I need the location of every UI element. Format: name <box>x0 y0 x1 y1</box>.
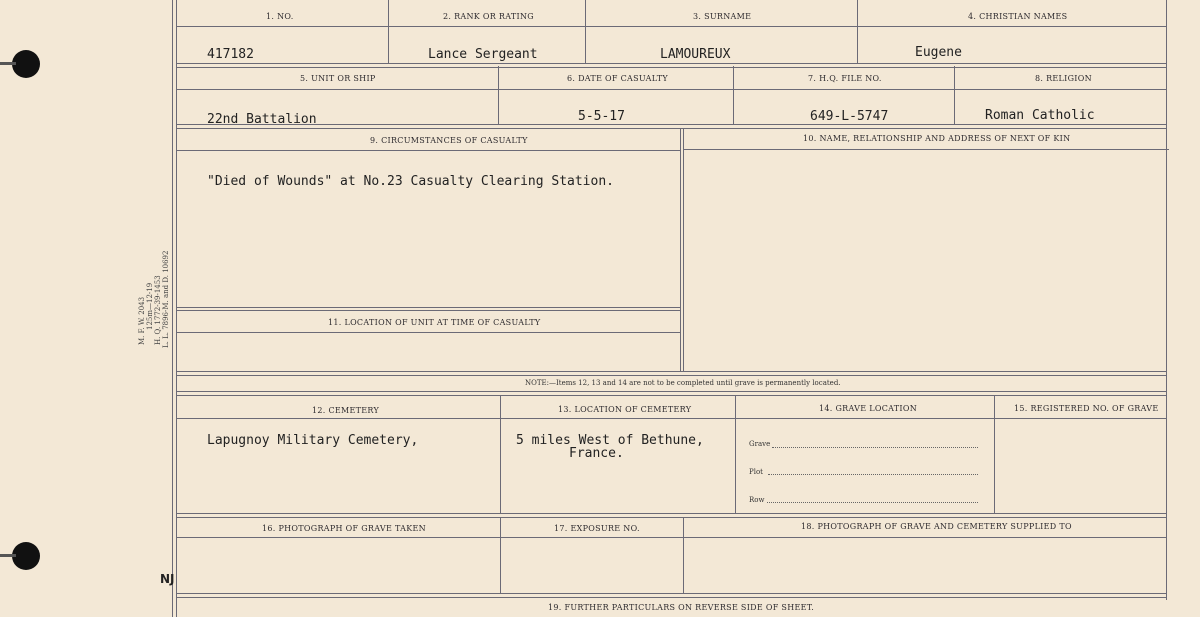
punch-hole-top <box>12 50 40 78</box>
row2-divider-3 <box>954 66 955 125</box>
note-bottom-rule <box>176 391 1166 396</box>
row3-divider-b <box>683 128 684 372</box>
form-code-3: H. Q. 1772-39-1453 <box>154 275 162 345</box>
row5-header-rule <box>176 537 1166 538</box>
rank-value: Lance Sergeant <box>428 47 538 62</box>
hq-file-label: 7. H.Q. FILE NO. <box>808 74 882 83</box>
surname-label: 3. SURNAME <box>693 12 752 21</box>
row2-bottom-rule <box>176 124 1166 129</box>
surname-value: LAMOUREUX <box>660 47 731 62</box>
location-of-unit-label: 11. LOCATION OF UNIT AT TIME OF CASUALTY <box>328 318 541 327</box>
circumstances-label: 9. CIRCUMSTANCES OF CASUALTY <box>370 136 528 145</box>
further-particulars-label: 19. FURTHER PARTICULARS ON REVERSE SIDE OF SHEET. <box>548 603 815 612</box>
location-of-cemetery-label: 13. LOCATION OF CEMETERY <box>558 405 692 414</box>
form-code-4: L. L. 7896-M. and D. 10692 <box>162 250 170 348</box>
christian-names-value: Eugene <box>915 45 962 60</box>
row3-bottom-rule <box>176 371 1166 376</box>
form-code-1: M. F. W. 2043 <box>138 296 146 345</box>
row4-divider-1 <box>500 396 501 513</box>
grave-field-label: Grave <box>749 440 771 448</box>
photograph-taken-label: 16. PHOTOGRAPH OF GRAVE TAKEN <box>262 524 426 533</box>
service-number: 417182 <box>207 47 254 62</box>
completion-note: NOTE:—Items 12, 13 and 14 are not to be completed until grave is permanently located. <box>525 379 841 387</box>
left-frame-line-2 <box>176 0 177 617</box>
cemetery-value: Lapugnoy Military Cemetery, <box>207 433 419 448</box>
row3-header-rule-right <box>683 149 1169 150</box>
row3-divider-a <box>680 128 681 372</box>
left-frame-line <box>172 0 173 617</box>
row2-divider-1 <box>498 66 499 125</box>
religion-value: Roman Catholic <box>985 108 1095 123</box>
religion-label: 8. RELIGION <box>1035 74 1092 83</box>
next-of-kin-label: 10. NAME, RELATIONSHIP AND ADDRESS OF NEXT OF KIN <box>803 134 1071 143</box>
row4-divider-3 <box>994 396 995 513</box>
row2-divider-2 <box>733 66 734 125</box>
date-of-casualty-value: 5-5-17 <box>578 109 625 124</box>
row5-bottom-rule <box>176 593 1166 598</box>
row4-divider-2 <box>735 396 736 513</box>
unit-value: 22nd Battalion <box>207 112 317 127</box>
row4-bottom-rule <box>176 513 1166 518</box>
row-field-label: Row <box>749 496 765 504</box>
row3-header-rule-left <box>176 150 680 151</box>
grave-field-line <box>772 447 978 448</box>
cemetery-label: 12. CEMETERY <box>312 406 380 415</box>
row-field-line <box>767 502 978 503</box>
no-label: 1. NO. <box>266 12 294 21</box>
grave-location-label: 14. GRAVE LOCATION <box>819 404 918 413</box>
circumstances-value: "Died of Wounds" at No.23 Casualty Clearing Station. <box>207 174 614 189</box>
row2-header-rule <box>176 89 1166 90</box>
location-top-rule-2 <box>176 310 680 311</box>
rank-label: 2. RANK OR RATING <box>443 12 534 21</box>
photograph-supplied-label: 18. PHOTOGRAPH OF GRAVE AND CEMETERY SUPPLIED TO <box>801 522 1072 531</box>
unit-label: 5. UNIT OR SHIP <box>300 74 376 83</box>
location-of-cemetery-value-2: France. <box>569 446 624 461</box>
location-top-rule-1 <box>176 307 680 308</box>
christian-names-label: 4. CHRISTIAN NAMES <box>968 12 1068 21</box>
right-frame-line <box>1166 0 1167 600</box>
plot-field-label: Plot <box>749 468 763 476</box>
plot-field-line <box>768 474 978 475</box>
hq-file-value: 649-L-5747 <box>810 109 889 124</box>
row1-header-rule <box>176 26 1166 27</box>
date-of-casualty-label: 6. DATE OF CASUALTY <box>567 74 668 83</box>
row4-header-rule <box>176 418 1166 419</box>
row1-divider-3 <box>857 0 858 64</box>
corner-initials: NJ <box>160 572 175 586</box>
row1-bottom-rule <box>176 63 1166 68</box>
row5-divider-2 <box>683 517 684 594</box>
location-of-cemetery-value-1: 5 miles West of Bethune, <box>516 433 704 448</box>
punch-hole-bottom <box>12 542 40 570</box>
row5-divider-1 <box>500 517 501 594</box>
form-code-2: 125m—12-19 <box>146 282 154 330</box>
location-header-rule <box>176 332 680 333</box>
row1-divider-1 <box>388 0 389 64</box>
exposure-no-label: 17. EXPOSURE NO. <box>554 524 640 533</box>
row1-divider-2 <box>585 0 586 64</box>
registered-no-label: 15. REGISTERED NO. OF GRAVE <box>1014 404 1159 413</box>
